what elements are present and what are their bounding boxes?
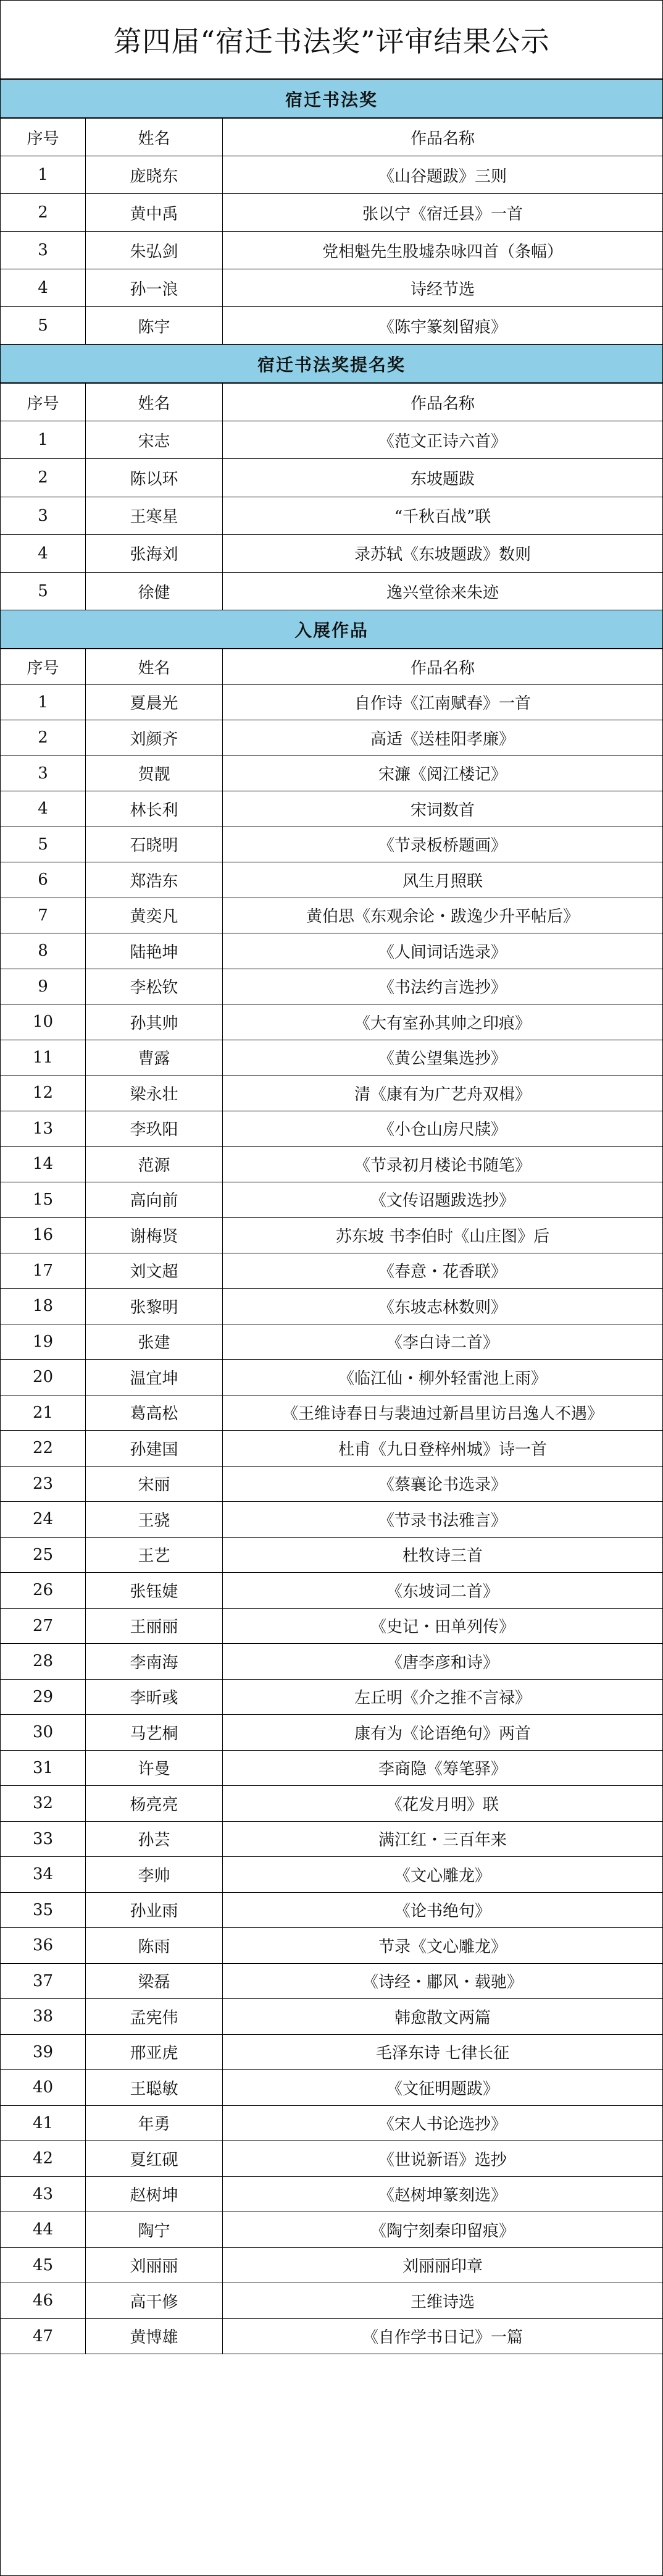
table-row xyxy=(1,1538,662,1573)
row-work-title: 《赵树坤篆刻选》 xyxy=(378,2186,507,2205)
table-row xyxy=(1,307,662,345)
table-row xyxy=(1,720,662,756)
table-row xyxy=(1,156,662,194)
row-index: 25 xyxy=(1,1538,86,1573)
row-name: 陈以环 xyxy=(86,459,223,496)
row-work-title: 《文传诏题跋选抄》 xyxy=(370,1192,515,1211)
row-work-title: 《大有室孙其帅之印痕》 xyxy=(354,1014,531,1033)
row-name: 孙建国 xyxy=(86,1431,223,1466)
row-index: 32 xyxy=(1,1786,86,1821)
row-index: 1 xyxy=(1,421,86,458)
row-name: 孙芸 xyxy=(86,1822,223,1857)
row-work-title: 党相魁先生股墟杂咏四首（条幅） xyxy=(322,242,563,261)
table-row xyxy=(1,459,662,497)
row-work-title: 《东坡志林数则》 xyxy=(378,1298,507,1317)
col-header-work: 作品名称 xyxy=(410,394,475,413)
table-row xyxy=(1,1751,662,1787)
row-work-title: 康有为《论语绝句》两首 xyxy=(354,1724,531,1743)
section-heading: 宿迁书法奖 xyxy=(1,80,662,119)
row-name: 赵树坤 xyxy=(86,2177,223,2212)
row-index: 2 xyxy=(1,194,86,231)
row-index: 16 xyxy=(1,1218,86,1253)
row-name: 张钰婕 xyxy=(86,1573,223,1608)
row-name: 刘丽丽 xyxy=(86,2248,223,2283)
table-header-row xyxy=(1,119,662,156)
row-index: 13 xyxy=(1,1111,86,1147)
row-index: 38 xyxy=(1,1999,86,2034)
row-name: 孙其帅 xyxy=(86,1004,223,1040)
row-work-title: 《东坡词二首》 xyxy=(386,1582,499,1601)
section-heading: 宿迁书法奖提名奖 xyxy=(1,345,662,384)
table-row xyxy=(1,933,662,969)
row-index: 35 xyxy=(1,1893,86,1928)
col-header-name: 姓名 xyxy=(86,119,223,156)
row-index: 33 xyxy=(1,1822,86,1857)
row-work-title: 《花发月明》联 xyxy=(386,1795,499,1814)
table-row xyxy=(1,1253,662,1289)
row-name: 孙业雨 xyxy=(86,1893,223,1928)
row-work-title: 高适《送桂阳孝廉》 xyxy=(370,730,515,749)
row-work-title: 苏东坡 书李伯时《山庄图》后 xyxy=(335,1227,550,1246)
row-name: 夏晨光 xyxy=(86,685,223,720)
row-index: 1 xyxy=(1,685,86,720)
row-work-title: 《节录板桥题画》 xyxy=(378,836,507,856)
table-row xyxy=(1,1609,662,1644)
row-work-title: 毛泽东诗 七律长征 xyxy=(375,2044,510,2063)
table-row xyxy=(1,1360,662,1395)
row-name: 葛高松 xyxy=(86,1395,223,1431)
row-name: 高向前 xyxy=(86,1182,223,1218)
row-work-title: 《史记・田单列传》 xyxy=(370,1618,515,1637)
table-row xyxy=(1,969,662,1005)
row-name: 孟宪伟 xyxy=(86,1999,223,2034)
row-index: 37 xyxy=(1,1964,86,1999)
row-work-title: “千秋百战”联 xyxy=(394,508,491,527)
row-name: 王丽丽 xyxy=(86,1609,223,1644)
sections-container xyxy=(1,80,662,2354)
row-work-title: 李商隐《筹笔驿》 xyxy=(378,1760,507,1779)
table-row xyxy=(1,1786,662,1822)
row-index: 12 xyxy=(1,1075,86,1111)
row-name: 黄奕凡 xyxy=(86,898,223,933)
row-name: 杨亮亮 xyxy=(86,1786,223,1821)
row-work-title: 《节录初月楼论书随笔》 xyxy=(354,1156,531,1175)
row-index: 18 xyxy=(1,1289,86,1324)
table-row xyxy=(1,1964,662,2000)
table-row xyxy=(1,1715,662,1751)
row-name: 张建 xyxy=(86,1324,223,1360)
row-index: 29 xyxy=(1,1680,86,1715)
row-work-title: 《书法约言选抄》 xyxy=(378,979,507,998)
row-index: 24 xyxy=(1,1502,86,1537)
row-work-title: 逸兴堂徐来朱迹 xyxy=(386,583,499,602)
table-row xyxy=(1,827,662,863)
table-row xyxy=(1,685,662,721)
row-name: 梁永壮 xyxy=(86,1075,223,1111)
row-name: 马艺桐 xyxy=(86,1715,223,1750)
row-index: 3 xyxy=(1,232,86,269)
row-work-title: 《文心雕龙》 xyxy=(394,1866,491,1885)
row-index: 23 xyxy=(1,1467,86,1502)
row-index: 3 xyxy=(1,756,86,791)
row-work-title: 《临江仙・柳外轻雷池上雨》 xyxy=(338,1369,547,1388)
row-index: 43 xyxy=(1,2177,86,2212)
row-name: 宋志 xyxy=(86,421,223,458)
row-name: 李松钦 xyxy=(86,969,223,1004)
row-name: 年勇 xyxy=(86,2106,223,2141)
table-row xyxy=(1,2212,662,2248)
row-index: 7 xyxy=(1,898,86,933)
table-row xyxy=(1,1893,662,1929)
row-index: 31 xyxy=(1,1751,86,1786)
table-row xyxy=(1,2141,662,2177)
row-work-title: 《陶宁刻秦印留痕》 xyxy=(370,2221,515,2241)
table-row xyxy=(1,535,662,573)
row-work-title: 《论书绝句》 xyxy=(394,1902,491,1921)
table-row xyxy=(1,791,662,827)
row-work-title: 《范文正诗六首》 xyxy=(378,432,507,451)
row-index: 27 xyxy=(1,1609,86,1644)
row-index: 2 xyxy=(1,720,86,756)
row-index: 34 xyxy=(1,1857,86,1892)
table-row xyxy=(1,1999,662,2035)
row-name: 朱弘剑 xyxy=(86,232,223,269)
row-name: 黄博雄 xyxy=(86,2319,223,2354)
row-work-title: 《陈宇篆刻留痕》 xyxy=(378,318,507,337)
row-work-title: 刘丽丽印章 xyxy=(402,2257,483,2276)
row-index: 5 xyxy=(1,307,86,344)
row-index: 30 xyxy=(1,1715,86,1750)
row-index: 5 xyxy=(1,573,86,610)
row-index: 4 xyxy=(1,791,86,827)
row-name: 曹露 xyxy=(86,1040,223,1075)
row-name: 梁磊 xyxy=(86,1964,223,1999)
table-row xyxy=(1,1040,662,1076)
row-work-title: 录苏轼《东坡题跋》数则 xyxy=(354,545,531,565)
table-row xyxy=(1,1182,662,1218)
row-work-title: 杜牧诗三首 xyxy=(402,1547,483,1566)
table-row xyxy=(1,1680,662,1715)
row-index: 6 xyxy=(1,862,86,898)
row-work-title: 韩愈散文两篇 xyxy=(394,2008,491,2027)
row-name: 徐健 xyxy=(86,573,223,610)
row-name: 陈雨 xyxy=(86,1928,223,1963)
row-name: 陶宁 xyxy=(86,2212,223,2247)
col-header-index: 序号 xyxy=(1,384,86,421)
row-index: 26 xyxy=(1,1573,86,1608)
row-work-title: 诗经节选 xyxy=(410,280,475,299)
row-name: 夏红砚 xyxy=(86,2141,223,2176)
row-work-title: 黄伯思《东观余论・跋逸少升平帖后》 xyxy=(306,907,579,927)
row-index: 1 xyxy=(1,156,86,193)
row-work-title: 《人间词话选录》 xyxy=(378,943,507,962)
table-row xyxy=(1,194,662,232)
section-heading: 入展作品 xyxy=(1,610,662,649)
row-name: 李南海 xyxy=(86,1644,223,1679)
table-row xyxy=(1,1004,662,1040)
col-header-work: 作品名称 xyxy=(410,659,475,678)
row-name: 邢亚虎 xyxy=(86,2035,223,2070)
table-row xyxy=(1,1573,662,1609)
row-name: 郑浩东 xyxy=(86,862,223,898)
row-name: 刘文超 xyxy=(86,1253,223,1289)
row-name: 谢梅贤 xyxy=(86,1218,223,1253)
row-work-title: 《宋人书论选抄》 xyxy=(378,2115,507,2134)
row-name: 陈宇 xyxy=(86,307,223,344)
col-header-index: 序号 xyxy=(1,649,86,684)
row-index: 21 xyxy=(1,1395,86,1431)
row-work-title: 《春意・花香联》 xyxy=(378,1263,507,1282)
row-work-title: 《节录书法雅言》 xyxy=(378,1511,507,1530)
row-index: 39 xyxy=(1,2035,86,2070)
row-index: 28 xyxy=(1,1644,86,1679)
page-title: 第四届“宿迁书法奖”评审结果公示 xyxy=(1,1,662,80)
row-name: 贺靓 xyxy=(86,756,223,791)
table-row xyxy=(1,421,662,459)
row-index: 41 xyxy=(1,2106,86,2141)
row-work-title: 《蔡襄论书选录》 xyxy=(378,1476,507,1495)
row-name: 张海刘 xyxy=(86,535,223,572)
table-row xyxy=(1,2106,662,2142)
row-work-title: 《黄公望集选抄》 xyxy=(378,1050,507,1069)
row-name: 李帅 xyxy=(86,1857,223,1892)
row-name: 李玖阳 xyxy=(86,1111,223,1147)
table-row xyxy=(1,756,662,792)
table-row xyxy=(1,1644,662,1680)
row-work-title: 东坡题跋 xyxy=(410,469,475,489)
table-row xyxy=(1,497,662,535)
row-work-title: 《山谷题跋》三则 xyxy=(378,167,507,186)
row-index: 9 xyxy=(1,969,86,1004)
row-name: 孙一浪 xyxy=(86,269,223,306)
row-index: 44 xyxy=(1,2212,86,2247)
table-row xyxy=(1,1395,662,1431)
table-row xyxy=(1,862,662,898)
row-work-title: 《唐李彦和诗》 xyxy=(386,1653,499,1672)
table-row xyxy=(1,898,662,934)
row-work-title: 张以宁《宿迁县》一首 xyxy=(362,204,523,224)
row-work-title: 宋濂《阅江楼记》 xyxy=(378,765,507,785)
row-name: 张黎明 xyxy=(86,1289,223,1324)
row-index: 42 xyxy=(1,2141,86,2176)
table-row xyxy=(1,1218,662,1253)
table-row xyxy=(1,1289,662,1324)
table-row xyxy=(1,1822,662,1858)
row-index: 3 xyxy=(1,497,86,534)
row-name: 石晓明 xyxy=(86,827,223,862)
row-work-title: 满江红・三百年来 xyxy=(378,1831,507,1850)
row-work-title: 《诗经・鄘风・载驰》 xyxy=(362,1973,523,1992)
row-index: 45 xyxy=(1,2248,86,2283)
row-name: 刘颜齐 xyxy=(86,720,223,756)
row-name: 林长利 xyxy=(86,791,223,827)
row-work-title: 《文征明题跋》 xyxy=(386,2079,499,2098)
row-name: 温宜坤 xyxy=(86,1360,223,1395)
row-index: 5 xyxy=(1,827,86,862)
table-header-row xyxy=(1,649,662,685)
table-row xyxy=(1,2283,662,2319)
row-work-title: 《李白诗二首》 xyxy=(386,1334,499,1353)
table-row xyxy=(1,2248,662,2284)
row-index: 11 xyxy=(1,1040,86,1075)
row-index: 22 xyxy=(1,1431,86,1466)
row-work-title: 《王维诗春日与裴迪过新昌里访吕逸人不遇》 xyxy=(281,1405,603,1424)
row-index: 20 xyxy=(1,1360,86,1395)
row-index: 19 xyxy=(1,1324,86,1360)
row-name: 李昕彧 xyxy=(86,1680,223,1715)
row-work-title: 《世说新语》选抄 xyxy=(378,2150,507,2170)
row-work-title: 风生月照联 xyxy=(402,872,483,891)
row-work-title: 杜甫《九日登梓州城》诗一首 xyxy=(338,1440,547,1459)
row-name: 黄中禹 xyxy=(86,194,223,231)
row-index: 4 xyxy=(1,535,86,572)
table-row xyxy=(1,1467,662,1502)
col-header-index: 序号 xyxy=(1,119,86,156)
row-name: 王骁 xyxy=(86,1502,223,1537)
row-index: 40 xyxy=(1,2070,86,2105)
table-row xyxy=(1,1431,662,1467)
row-index: 36 xyxy=(1,1928,86,1963)
row-index: 15 xyxy=(1,1182,86,1218)
row-work-title: 左丘明《介之推不言禄》 xyxy=(354,1689,531,1708)
row-work-title: 宋词数首 xyxy=(410,801,475,820)
row-name: 王聪敏 xyxy=(86,2070,223,2105)
row-work-title: 《小仓山房尺牍》 xyxy=(378,1121,507,1140)
table-row xyxy=(1,1147,662,1182)
col-header-work: 作品名称 xyxy=(410,129,475,148)
row-name: 王寒星 xyxy=(86,497,223,534)
row-index: 47 xyxy=(1,2319,86,2354)
table-row xyxy=(1,269,662,307)
table-header-row xyxy=(1,384,662,421)
row-name: 宋丽 xyxy=(86,1467,223,1502)
col-header-name: 姓名 xyxy=(86,384,223,421)
row-work-title: 清《康有为广艺舟双楫》 xyxy=(354,1085,531,1104)
row-index: 46 xyxy=(1,2283,86,2318)
row-work-title: 王维诗选 xyxy=(410,2292,475,2312)
row-work-title: 自作诗《江南赋春》一首 xyxy=(354,694,531,713)
col-header-name: 姓名 xyxy=(86,649,223,684)
row-name: 庞晓东 xyxy=(86,156,223,193)
row-work-title: 节录《文心雕龙》 xyxy=(378,1937,507,1956)
table-row xyxy=(1,1111,662,1147)
row-index: 8 xyxy=(1,933,86,969)
table-row xyxy=(1,1928,662,1964)
row-index: 2 xyxy=(1,459,86,496)
table-row xyxy=(1,232,662,269)
table-row xyxy=(1,2035,662,2071)
table-row xyxy=(1,2319,662,2355)
table-row xyxy=(1,2177,662,2213)
table-row xyxy=(1,1324,662,1360)
row-index: 4 xyxy=(1,269,86,306)
table-row xyxy=(1,573,662,610)
row-name: 陆艳坤 xyxy=(86,933,223,969)
row-name: 王艺 xyxy=(86,1538,223,1573)
row-index: 17 xyxy=(1,1253,86,1289)
table-row xyxy=(1,1857,662,1893)
row-index: 14 xyxy=(1,1147,86,1182)
table-row xyxy=(1,1502,662,1538)
row-name: 高干修 xyxy=(86,2283,223,2318)
row-index: 10 xyxy=(1,1004,86,1040)
row-name: 范源 xyxy=(86,1147,223,1182)
row-work-title: 《自作学书日记》一篇 xyxy=(362,2328,523,2347)
table-row xyxy=(1,1075,662,1111)
table-row xyxy=(1,2070,662,2106)
row-name: 许曼 xyxy=(86,1751,223,1786)
